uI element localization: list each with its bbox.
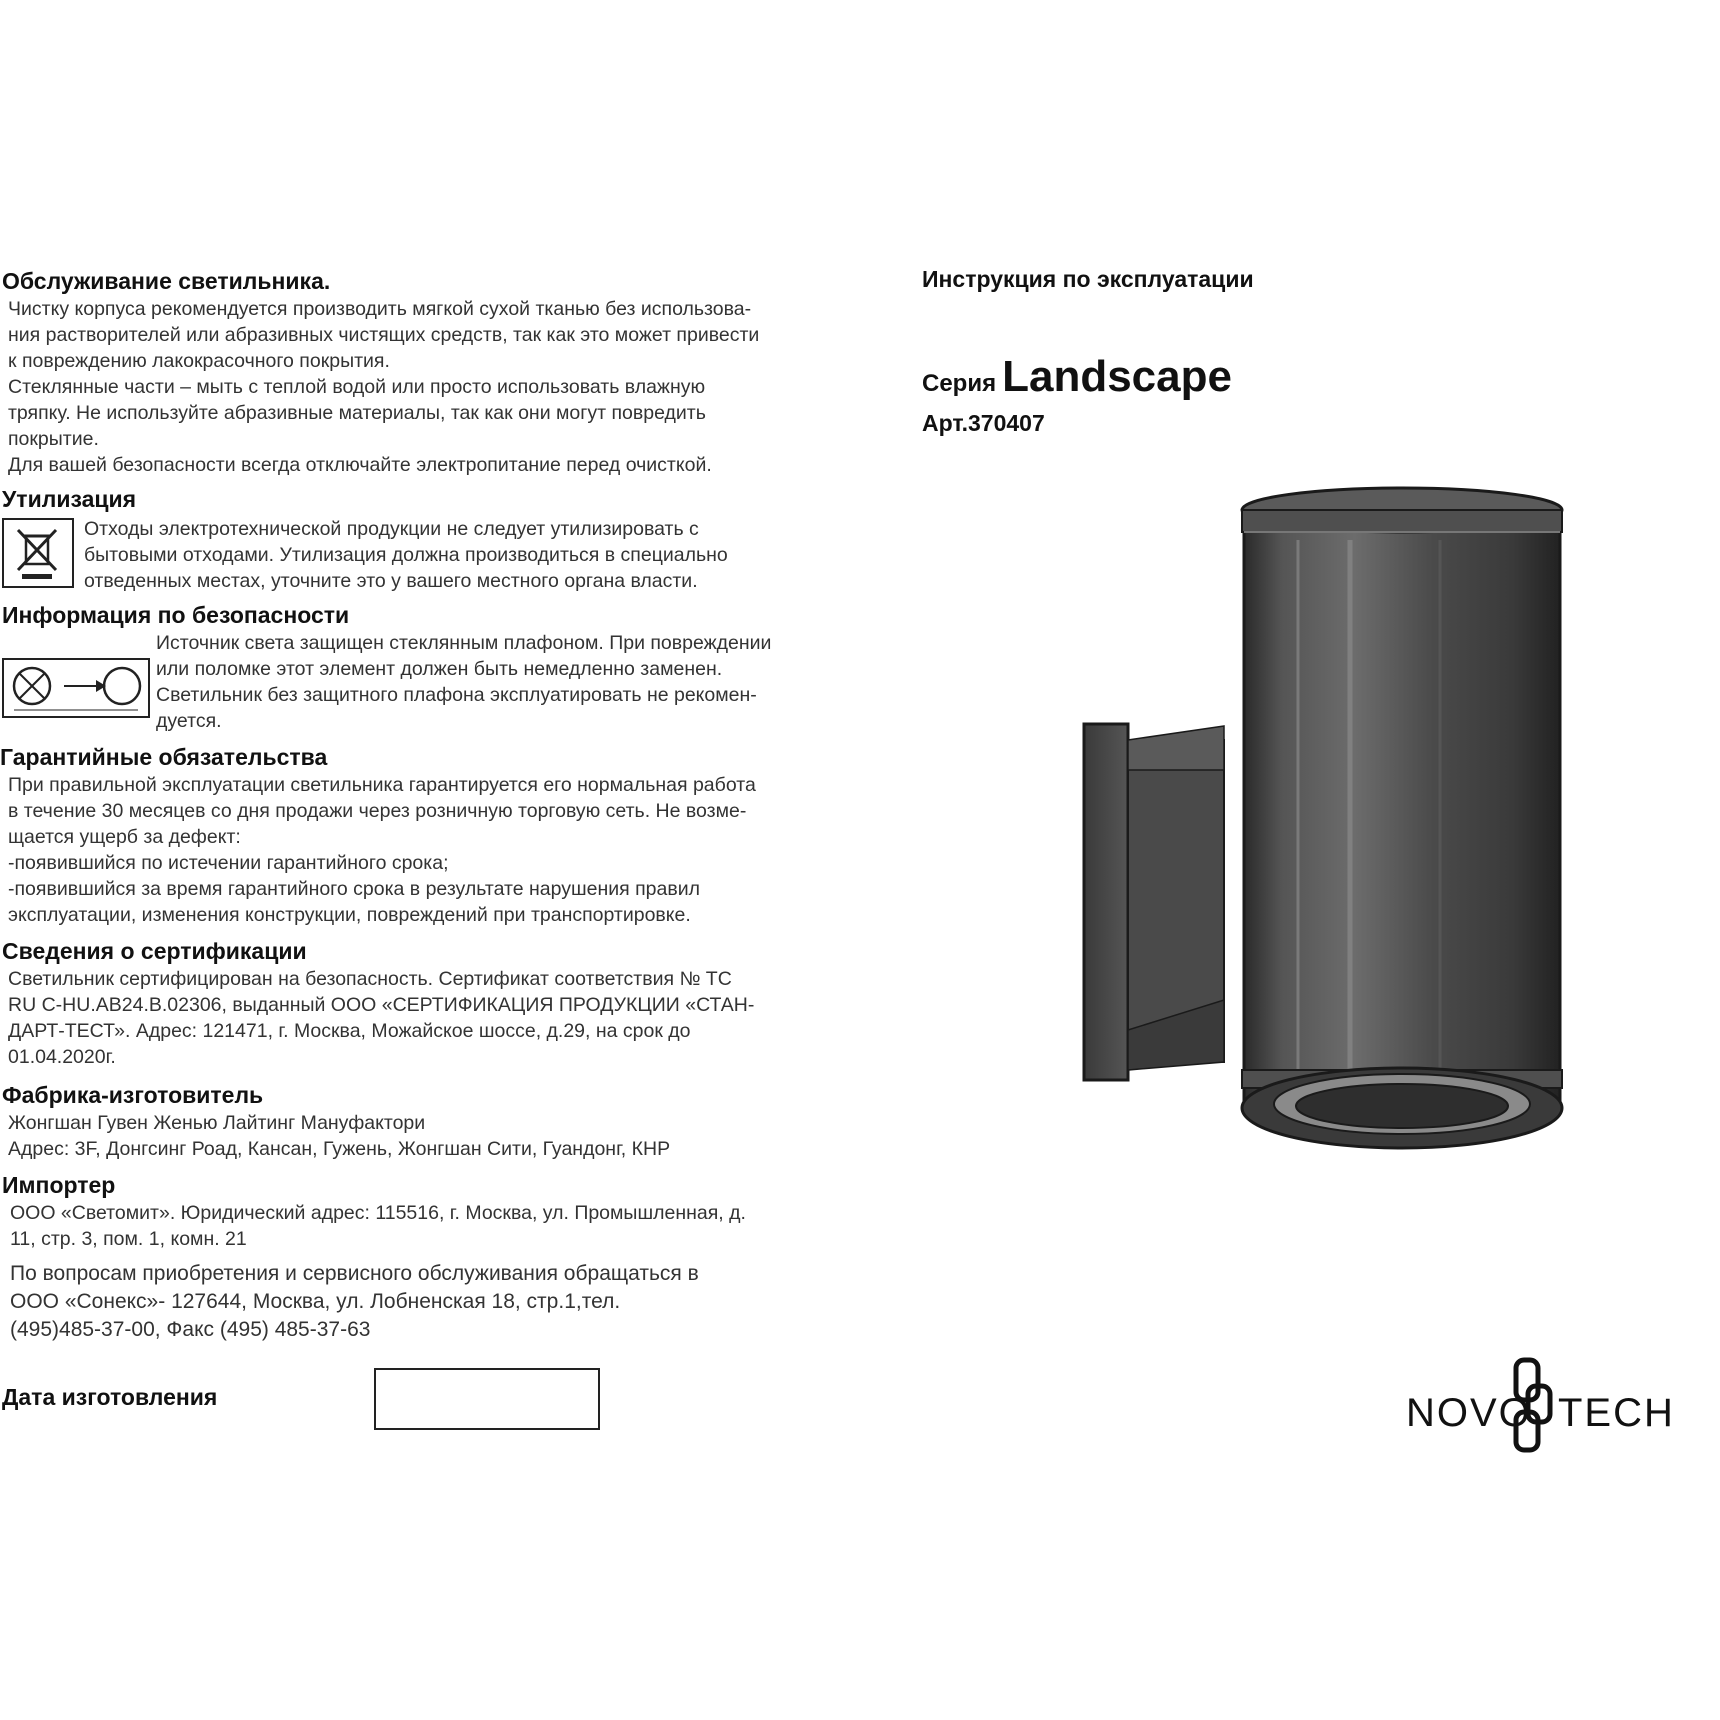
importer-line: ООО «Светомит». Юридический адрес: 115516, г. Москва, ул. Промышленная, д. xyxy=(10,1202,746,1224)
maintenance-title: Обслуживание светильника. xyxy=(2,268,331,294)
warranty-section xyxy=(0,742,860,928)
logo-text-right: TECH xyxy=(1558,1391,1675,1435)
safety-section xyxy=(2,600,862,732)
certification-section xyxy=(2,936,862,1070)
manufacture-date-field xyxy=(374,1368,600,1430)
importer-title: Импортер xyxy=(2,1172,116,1198)
disposal-section xyxy=(2,484,862,592)
warranty-line: -появившийся за время гарантийного срока в результате нарушения правил xyxy=(8,878,700,900)
manufacturer-title: Фабрика-изготовитель xyxy=(2,1082,264,1108)
maintenance-line: Стеклянные части – мыть с теплой водой или просто использовать влажную xyxy=(8,376,706,398)
replace-damaged-glass-icon xyxy=(2,658,150,718)
manufacture-date-label: Дата изготовления xyxy=(2,1384,218,1410)
warranty-title: Гарантийные обязательства xyxy=(0,744,328,770)
warranty-line: -появившийся по истечении гарантийного срока; xyxy=(8,852,449,874)
warranty-line: в течение 30 месяцев со дня продажи через розничную торговую сеть. Не возме- xyxy=(8,800,747,822)
instruction-title: Инструкция по эксплуатации xyxy=(922,266,1254,292)
safety-line: дуется. xyxy=(156,710,222,732)
certification-line: RU C-HU.AB24.B.02306, выданный ООО «СЕРТИФИКАЦИЯ ПРОДУКЦИИ «СТАН- xyxy=(8,994,755,1016)
novotech-logo xyxy=(1406,1356,1720,1461)
certification-title: Сведения о сертификации xyxy=(2,938,307,964)
manufacturer-line: Адрес: 3F, Донгсинг Роад, Кансан, Гужень, Жонгшан Сити, Гуандонг, КНР xyxy=(8,1138,671,1160)
safety-line: Светильник без защитного плафона эксплуатировать не рекомен- xyxy=(156,684,757,706)
safety-title: Информация по безопасности xyxy=(2,602,350,628)
maintenance-section xyxy=(2,266,862,478)
logo-text-left: NOVO xyxy=(1406,1391,1532,1435)
maintenance-line: Для вашей безопасности всегда отключайте электропитание перед очисткой. xyxy=(8,454,712,476)
disposal-title: Утилизация xyxy=(2,486,137,512)
maintenance-line: тряпку. Не используйте абразивные материалы, так как они могут повредить xyxy=(8,402,706,424)
safety-line: или поломке этот элемент должен быть немедленно заменен. xyxy=(156,658,723,680)
article-number: Арт.370407 xyxy=(922,410,1045,436)
series-label: Серия xyxy=(922,370,997,397)
series-name: Landscape xyxy=(1002,352,1232,401)
service-line: (495)485-37-00, Факс (495) 485-37-63 xyxy=(10,1318,371,1341)
certification-line: 01.04.2020г. xyxy=(8,1046,116,1068)
certification-line: Светильник сертифицирован на безопасность. Сертификат соответствия № ТС xyxy=(8,968,732,990)
maintenance-line: к повреждению лакокрасочного покрытия. xyxy=(8,350,390,372)
maintenance-line: Чистку корпуса рекомендуется производить мягкой сухой тканью без использова- xyxy=(8,298,752,320)
maintenance-line: покрытие. xyxy=(8,428,99,450)
certification-line: ДАРТ-ТЕСТ». Адрес: 121471, г. Москва, Можайское шоссе, д.29, на срок до xyxy=(8,1020,691,1042)
safety-line: Источник света защищен стеклянным плафоном. При повреждении xyxy=(156,632,772,654)
warranty-line: щается ущерб за дефект: xyxy=(8,826,241,848)
manufacturer-section xyxy=(2,1080,862,1162)
disposal-line: бытовыми отходами. Утилизация должна производиться в специально xyxy=(84,544,728,566)
wall-lamp-cylinder-image xyxy=(1080,470,1580,1215)
importer-section xyxy=(2,1170,862,1344)
disposal-line: отведенных местах, уточните это у вашего местного органа власти. xyxy=(84,570,698,592)
disposal-line: Отходы электротехнической продукции не следует утилизировать с xyxy=(84,518,699,540)
maintenance-line: ния растворителей или абразивных чистящих средств, так как это может привести xyxy=(8,324,760,346)
warranty-line: эксплуатации, изменения конструкции, повреждений при транспортировке. xyxy=(8,904,691,926)
crossed-out-wheelie-bin-icon xyxy=(2,518,74,588)
importer-line: 11, стр. 3, пом. 1, комн. 21 xyxy=(10,1228,247,1250)
service-line: По вопросам приобретения и сервисного обслуживания обращаться в xyxy=(10,1262,699,1285)
warranty-line: При правильной эксплуатации светильника гарантируется его нормальная работа xyxy=(8,774,756,796)
series-heading xyxy=(922,352,1232,402)
service-line: ООО «Сонекс»- 127644, Москва, ул. Лобненская 18, стр.1,тел. xyxy=(10,1290,621,1313)
manufacturer-line: Жонгшан Гувен Женью Лайтинг Мануфактори xyxy=(8,1112,426,1134)
